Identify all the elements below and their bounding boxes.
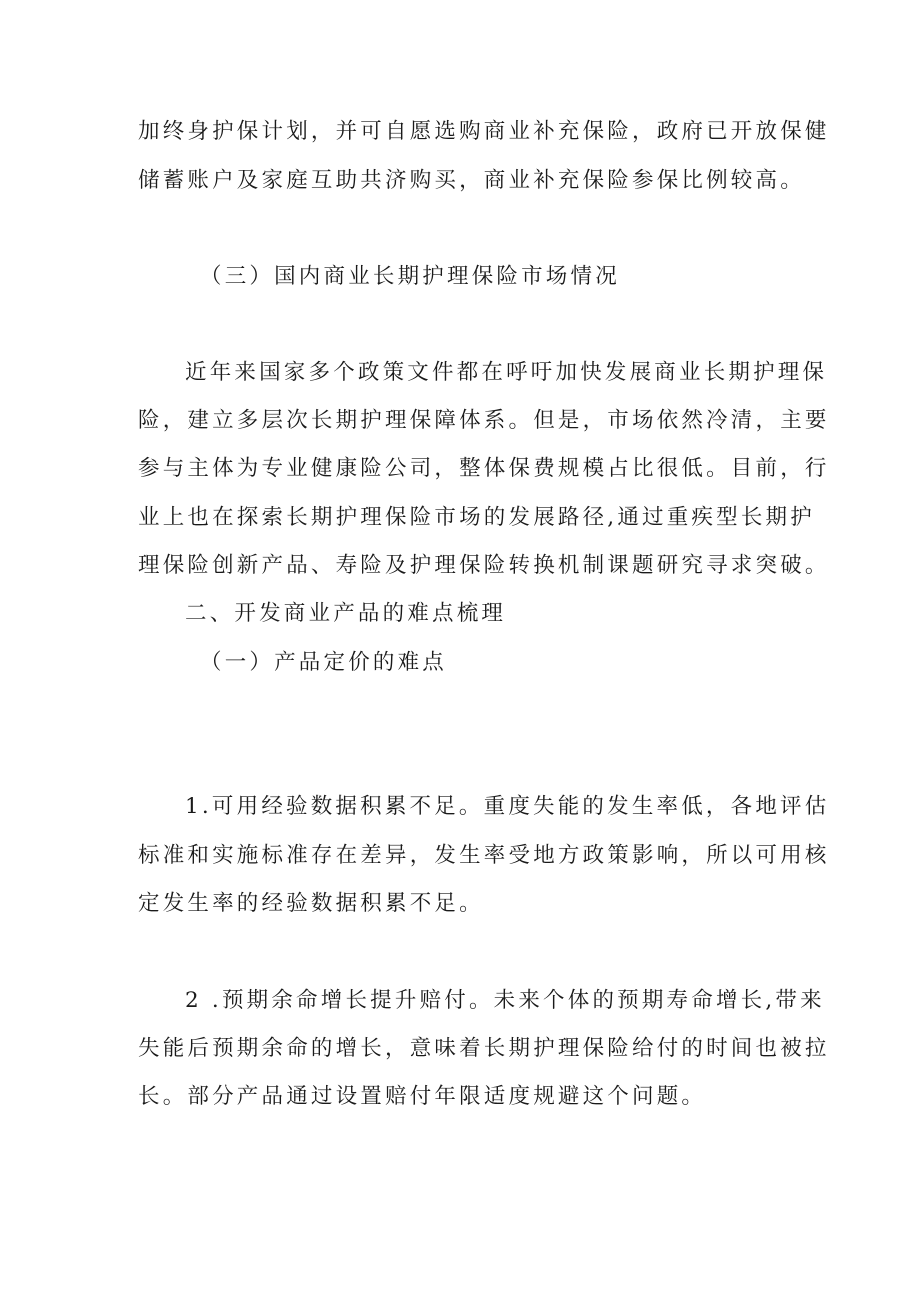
intro-line-2: 储蓄账户及家庭互助共济购买，商业补充保险参保比例较高。	[138, 168, 805, 193]
section-heading-3: （三）国内商业长期护理保险市场情况	[200, 264, 620, 289]
market-line-3: 参与主体为专业健康险公司，整体保费规模占比很低。目前，行	[138, 456, 830, 481]
section-heading-2: 二、开发商业产品的难点梳理	[185, 601, 507, 626]
intro-line-1: 加终身护保计划，并可自愿选购商业补充保险，政府已开放保健	[138, 119, 830, 144]
item-2-line-1: 2 .预期余命增长提升赔付。未来个体的预期寿命增长,带来	[185, 988, 825, 1013]
market-line-2: 险，建立多层次长期护理保障体系。但是，市场依然冷清，主要	[138, 408, 830, 433]
market-line-1: 近年来国家多个政策文件都在呼吁加快发展商业长期护理保	[185, 360, 828, 385]
item-1-line-1: 1.可用经验数据积累不足。重度失能的发生率低，各地评估	[185, 794, 830, 819]
item-2-line-3: 长。部分产品通过设置赔付年限适度规避这个问题。	[138, 1084, 707, 1109]
item-1-line-2: 标准和实施标准存在差异，发生率受地方政策影响，所以可用核	[138, 843, 830, 868]
subsection-heading-pricing: （一）产品定价的难点	[200, 650, 448, 675]
item-2-line-2: 失能后预期余命的增长，意味着长期护理保险给付的时间也被拉	[138, 1036, 830, 1061]
market-line-4: 业上也在探索长期护理保险市场的发展路径,通过重疾型长期护	[138, 505, 815, 530]
item-1-line-3: 定发生率的经验数据积累不足。	[138, 891, 484, 916]
market-line-5: 理保险创新产品、寿险及护理保险转换机制课题研究寻求突破。	[138, 553, 830, 578]
